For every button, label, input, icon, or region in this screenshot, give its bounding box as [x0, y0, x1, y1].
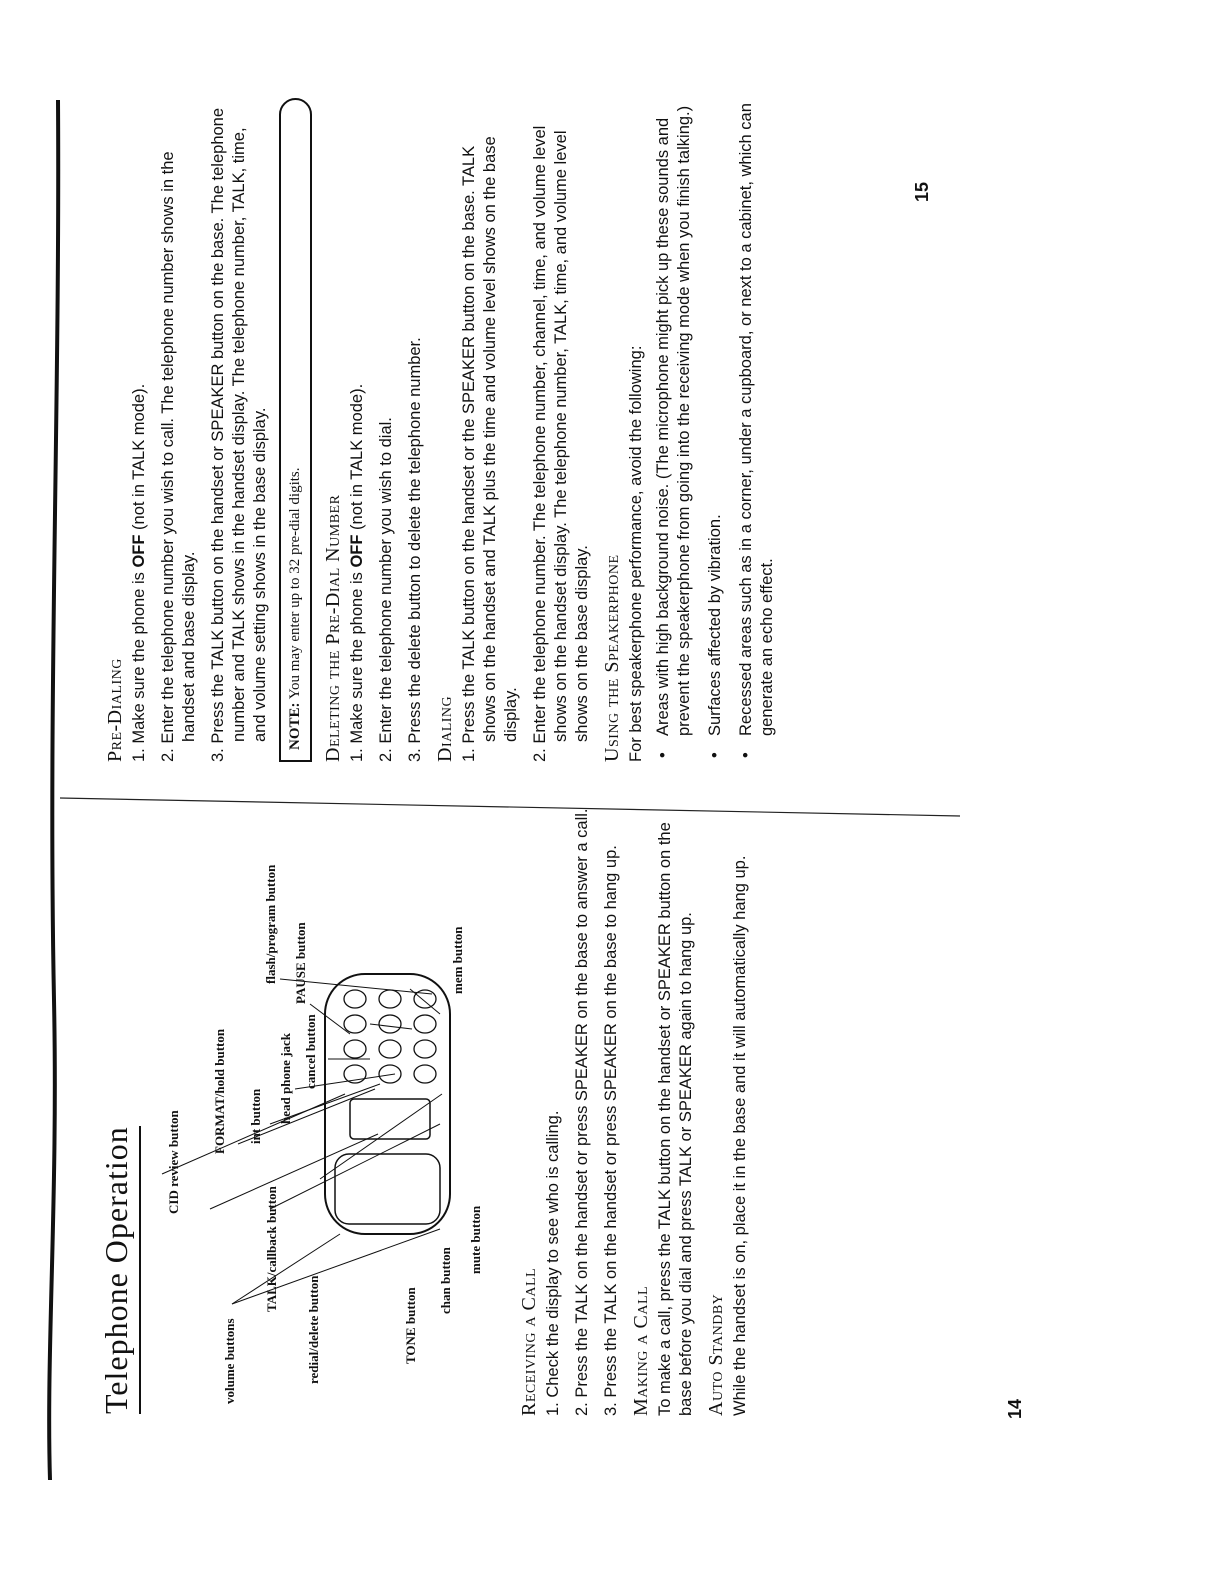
making-text: To make a call, press the TALK button on the handset or SPEAKER button on the base before you dial and press TALK or SPEAKER again to hang up. [656, 822, 695, 1416]
note-label: NOTE: [287, 702, 303, 750]
step-text: (not in TALK mode). [130, 383, 148, 535]
page-number-left: 14 [1005, 1398, 1025, 1419]
step-bold: OFF [130, 534, 148, 568]
dialing-heading: Dialing [434, 695, 456, 762]
list-item: 3. Press the TALK on the handset or press SPEAKER on the base to hang up. [602, 845, 620, 1416]
list-item: • Areas with high background noise. (The microphone might pick up these sounds and prevent the speakerphone from going into the receiving mode when you finish talking.) [653, 102, 695, 762]
label-flash-program: flash/program button [263, 864, 278, 984]
list-item: 2. Enter the telephone number you wish to dial. [377, 417, 395, 762]
list-item: 1. Press the TALK button on the handset or the SPEAKER button on the base. TALK shows on the handset and TALK plus the time and volume level shows on the base display. [460, 136, 520, 762]
list-item [347, 102, 368, 762]
left-page [0, 804, 1221, 1524]
handset-diagram [150, 834, 490, 1424]
delete-steps [347, 102, 426, 762]
list-item: 1. Check the display to see who is calling. [544, 1110, 562, 1416]
list-item: 2. Enter the telephone number you wish to call. The telephone number shows in the handset and base display. [159, 151, 198, 762]
label-cancel: cancel button [303, 1014, 318, 1089]
label-mem: mem button [450, 926, 465, 994]
list-item: 2. Press the TALK on the handset or press SPEAKER on the base to answer a call. [573, 808, 591, 1416]
label-talk-callback: TALK/callback button [264, 1186, 279, 1312]
list-item: 3. Press the TALK button on the handset or SPEAKER button on the base. The telephone number and TALK shows in the handset display. The telephone number, TALK, time, and volume setting shows in the base display. [209, 107, 269, 762]
list-item: • Recessed areas such as in a corner, under a cupboard, or next to a cabinet, which can generate an echo effect. [736, 102, 778, 762]
list-item: • Surfaces affected by vibration. [705, 102, 726, 762]
left-page-text [510, 786, 757, 1416]
standby-heading: Auto Standby [705, 1293, 727, 1416]
receiving-steps [543, 786, 622, 1416]
label-volume-buttons: volume buttons [222, 1318, 237, 1404]
predial-heading: Pre-Dialing [104, 658, 126, 762]
note-text: You may enter up to 32 pre-dial digits. [287, 467, 303, 703]
label-int: int button [248, 1088, 263, 1144]
delete-heading: Deleting the Pre-Dial Number [322, 494, 344, 762]
label-redial-delete: redial/delete button [306, 1275, 321, 1384]
step-text: 1. Make sure the phone is [130, 567, 148, 762]
right-page [0, 62, 1221, 762]
label-pause: PAUSE button [293, 922, 308, 1004]
label-tone: TONE button [403, 1287, 418, 1364]
making-heading: Making a Call [630, 1285, 652, 1416]
label-format-hold: FORMAT/hold button [212, 1028, 227, 1154]
receiving-heading: Receiving a Call [518, 1267, 540, 1416]
label-chan: chan button [438, 1247, 453, 1314]
step-bold: OFF [348, 534, 366, 568]
list-item: 2. Enter the telephone number. The telephone number, channel, time, and volume level shows on the handset display. The telephone number, TALK, time, and volume level shows on the base display. [531, 125, 591, 762]
step-text: 1. Make sure the phone is [348, 567, 366, 762]
dialing-steps [459, 102, 593, 762]
note-box [279, 98, 312, 762]
list-item: 3. Press the delete button to delete the telephone number. [406, 337, 424, 762]
predial-steps [129, 102, 271, 762]
step-text: (not in TALK mode). [348, 383, 366, 535]
list-item [129, 102, 150, 762]
label-cid-review: CID review button [166, 1110, 181, 1214]
right-page-text [96, 102, 788, 762]
speakerphone-intro: For best speakerphone performance, avoid the following: [627, 345, 645, 762]
handset-drawing [325, 974, 450, 1234]
standby-text: While the handset is on, place it in the base and it will automatically hang up. [731, 855, 749, 1416]
label-mute: mute button [468, 1205, 483, 1274]
page-number-right: 15 [912, 181, 932, 202]
label-head-phone-jack: head phone jack [278, 1032, 293, 1124]
speakerphone-bullets [653, 102, 778, 762]
speakerphone-heading: Using the Speakerphone [601, 554, 623, 762]
page-title: Telephone Operation [98, 1126, 141, 1414]
